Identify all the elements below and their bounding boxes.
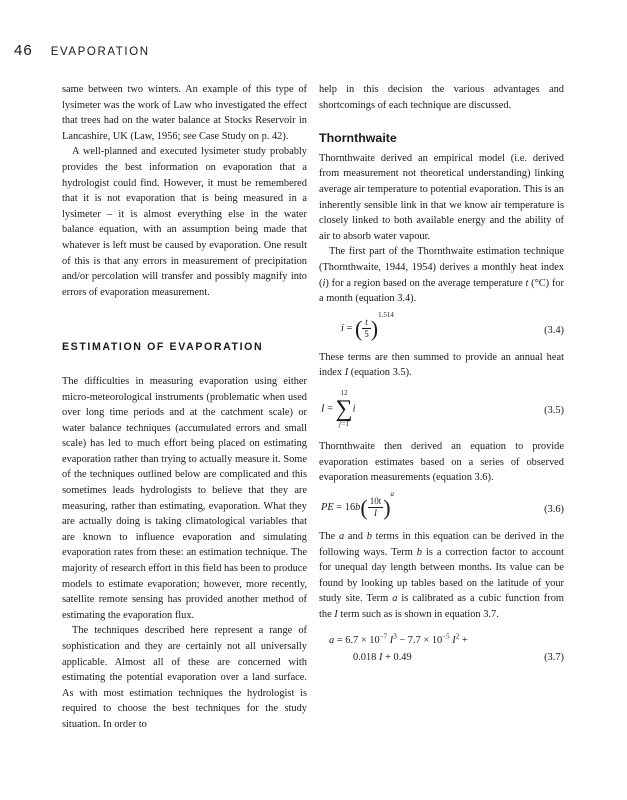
- running-head: EVAPORATION: [50, 46, 150, 58]
- left-paragraph-2: A well-planned and executed lysimeter study probably provides the best information on evaporation that a hydrologist could find. However, it must be remembered that it is not evaporation that is being measured in a lysimeter – it is almost everything else in the water balance equation, with an assumption being made that whatever is left must be caused by evaporation. One result of this is that any errors in measurement of precipitation and/or percolation will transfer and possibly magnify into errors of evaporation measurement.: [62, 146, 307, 298]
- page-number: 46: [14, 42, 33, 59]
- right-paragraph-3: The first part of the Thornthwaite estimation technique (Thornthwaite, 1944, 1954) derives a monthly heat index (i) for a region based on the average temperature t (°C) for a month (equation 3.4).: [319, 246, 564, 305]
- equation-3-5: I = 12 ∑ j=1 i (3.5): [321, 389, 564, 429]
- equation-3-4: i = ( $\frac{t}{5}$ )$^{1.514}$ (3.4): [341, 310, 564, 341]
- right-paragraph-4: These terms are then summed to provide an annual heat index I (equation 3.5).: [319, 351, 564, 379]
- right-paragraph-6: The a and b terms in this equation can be derived in the following ways. Term b is a correction factor to account for unequal day length between months. Its value can be found by looking up tables based on the latitude of your study site. Term a is calibrated as a cubic function from the I term such as is shown in equation 3.7.: [319, 530, 564, 620]
- left-paragraph-3: The difficulties in measuring evaporation using either micro-meteorological instruments (problematic when used over long time periods and at the catchment scale) or water balance techniques (accumulated errors and small scale) has led to much effort being placed on estimating evaporation rather than trying to actually measure it. Some of the techniques outlined below are complicated and this sometimes leads hydrologists to believe that they are measuring, rather than estimating, evaporation. What they are actually doing is taking climatological variables that are known to influence evaporation and simulating evaporation rates from these: an estimation technique. The majority of research effort in this field has been to produce models to estimate evaporation; however, more recently, satellite remote sensing has provided another method of estimating the evaporation flux.: [62, 375, 307, 621]
- left-column: [62, 82, 307, 733]
- equation-3-6: PE = 16b( $\frac{10t}{I}$ )$^a$ (3.6): [321, 489, 564, 520]
- page-header: [14, 42, 150, 62]
- right-column: [319, 82, 564, 676]
- equation-label: (3.4): [544, 324, 564, 336]
- left-paragraph-1: same between two winters. An example of this type of lysimeter was the work of Law who investigated the effect that trees had on the water balance at Stocks Reservoir in Lancashire, UK (Law, 1956; see Case Study on p. 42).: [62, 84, 307, 142]
- section-heading: ESTIMATION OF EVAPORATION: [62, 341, 264, 354]
- right-paragraph-5: Thornthwaite then derived an equation to provide evaporation estimates based on a series of observed evaporation measurements (equation 3.6).: [319, 441, 564, 484]
- equation-label: (3.6): [544, 503, 564, 515]
- subheading-thornthwaite: Thornthwaite: [319, 131, 397, 146]
- left-paragraph-4: The techniques described here represent a range of sophistication and they are certainly not all universally applicable. Almost all of these are concerned with estimating the potential evaporation over a land surface. As with most estimation techniques the hydrologist is required to choose the best techniques for the study situation. In order to: [62, 625, 307, 730]
- equation-3-7: $a = 6.7 \times 10^{-7}$ $I^3 - 7.7 \times 10^{-5}$ $I^2$ + 0.018 I + 0.49 (3.7): [319, 632, 564, 666]
- right-paragraph-1: help in this decision the various advantages and shortcomings of each technique are discussed.: [319, 84, 564, 111]
- equation-label: (3.7): [544, 652, 564, 664]
- right-paragraph-2: Thornthwaite derived an empirical model (i.e. derived from measurement not theoretical understanding) linking average air temperature to potential evaporation. This is an inherently sensible link in that we know air temperature is closely linked to both available energy and the ability of air to absorb water vapour.: [319, 152, 564, 242]
- equation-label: (3.5): [544, 405, 564, 417]
